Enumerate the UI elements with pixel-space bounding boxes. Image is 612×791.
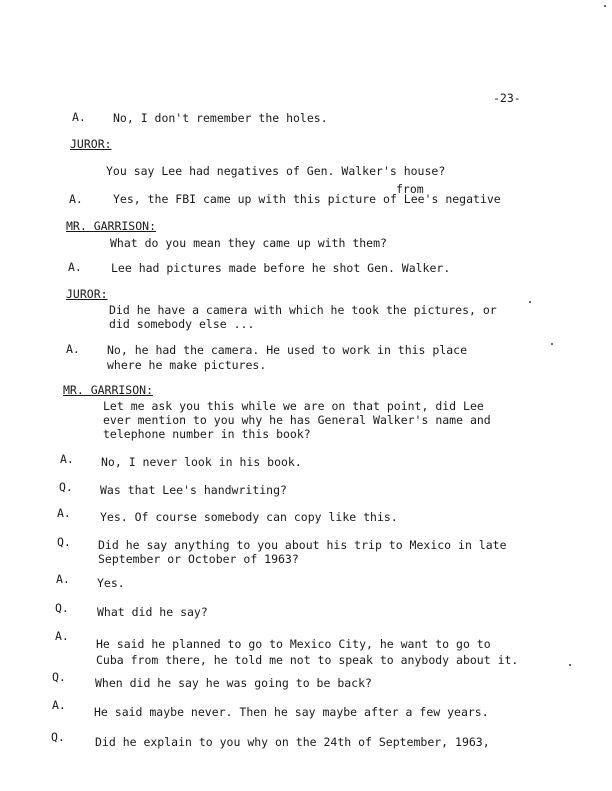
speaker-heading: JUROR:: [70, 137, 112, 151]
question-text: September or October of 1963?: [98, 552, 299, 566]
speaker-heading: MR. GARRISON:: [63, 383, 154, 397]
speaker-label: Q.: [57, 535, 71, 549]
speaker-label: A.: [66, 342, 80, 356]
answer-text: Yes, the FBI came up with this picture of Lee's negative: [113, 192, 501, 206]
scan-speck: [529, 301, 531, 303]
scan-speck: [569, 664, 571, 666]
speaker-label: Q.: [59, 480, 73, 494]
scan-speck: [604, 5, 606, 7]
speaker-label: Q.: [55, 601, 69, 615]
answer-text: No, I never look in his book.: [101, 455, 302, 469]
speaker-label: Q.: [52, 670, 66, 684]
answer-text: Lee had pictures made before he shot Gen. Walker.: [111, 261, 451, 275]
question-text: Did he explain to you why on the 24th of September, 1963,: [95, 735, 490, 749]
scan-speck: [551, 343, 553, 345]
answer-text: Yes.: [97, 576, 125, 590]
answer-text: He said he planned to go to Mexico City, he want to go to: [96, 637, 491, 651]
question-text: Let me ask you this while we are on that point, did Lee: [103, 399, 484, 413]
question-text: ever mention to you why he has General Walker's name and: [103, 413, 491, 427]
answer-text: He said maybe never. Then he say maybe after a few years.: [94, 705, 489, 719]
question-text: Did he say anything to you about his trip to Mexico in late: [98, 538, 507, 552]
speaker-label: A.: [72, 110, 86, 124]
question-text: did somebody else ...: [109, 317, 255, 331]
answer-text: where he make pictures.: [107, 358, 267, 372]
speaker-heading: MR. GARRISON:: [66, 219, 157, 233]
speaker-label: A.: [57, 506, 71, 520]
question-text: What did he say?: [97, 605, 208, 619]
speaker-label: Q.: [51, 730, 65, 744]
answer-text: No, he had the camera. He used to work in this place: [107, 343, 468, 357]
answer-text: No, I don't remember the holes.: [113, 111, 328, 125]
question-text: What do you mean they came up with them?: [110, 236, 387, 250]
question-text: Was that Lee's handwriting?: [100, 483, 287, 497]
speaker-label: A.: [68, 260, 82, 274]
speaker-label: A.: [55, 629, 69, 643]
question-text: telephone number in this book?: [103, 427, 311, 441]
speaker-label: A.: [56, 572, 70, 586]
question-text: When did he say he was going to be back?: [95, 676, 372, 690]
interlinear-insert: from: [396, 182, 424, 196]
question-text: Did he have a camera with which he took the pictures, or: [109, 303, 497, 317]
speaker-label: A.: [60, 452, 74, 466]
speaker-label: A.: [52, 698, 66, 712]
question-text: You say Lee had negatives of Gen. Walker's house?: [106, 164, 446, 178]
answer-text: Yes. Of course somebody can copy like this.: [100, 510, 398, 524]
page-number: -23-: [493, 91, 521, 105]
speaker-heading: JUROR:: [66, 287, 108, 301]
answer-text: Cuba from there, he told me not to speak to anybody about it.: [96, 653, 519, 667]
speaker-label: A.: [69, 192, 83, 206]
